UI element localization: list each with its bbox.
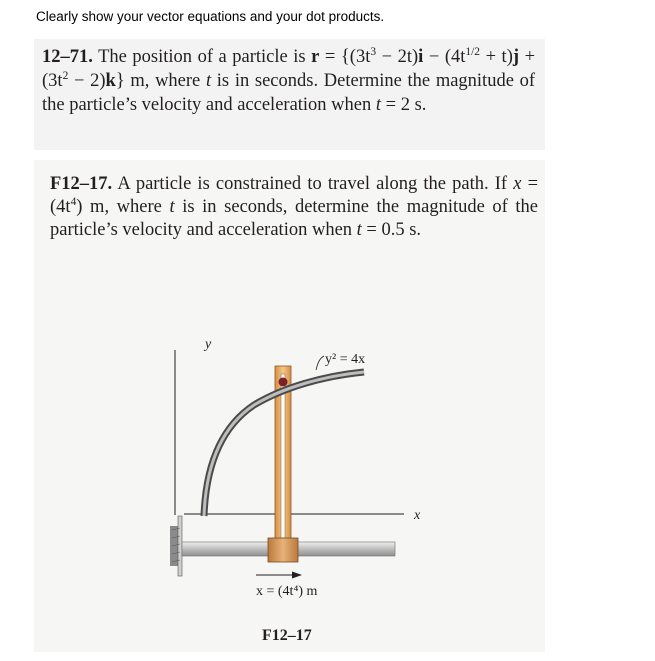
- problem-number: 12–71.: [42, 47, 93, 67]
- path-equation-label: y² = 4x: [325, 352, 366, 367]
- problem-12-71-text: 12–71. The position of a particle is $r = \{(3t^3 - 2t)i - (4t^{1/2} + t)j + (3t^2 - 2)k\}$ m, where t is in seconds. Determine the magnitude of the particle’s velocity and acceleration when t = 2 s.: [42, 45, 536, 115]
- particle: [279, 378, 288, 387]
- problem-number: F12–17.: [50, 174, 113, 194]
- problem-f12-17-text: F12–17. A particle is constrained to travel along the path. If $x = (4t^4)$ m, where t is in seconds, determine the magnitude of the particle’s velocity and acceleration when t = 0.5 s.: [50, 174, 539, 240]
- path-label-leader: [316, 356, 324, 370]
- position-vector: r: [311, 47, 320, 67]
- motion-equation-label: x = (4t⁴) m: [256, 584, 318, 599]
- wall-bracket: [170, 516, 182, 576]
- particle-path-figure: [34, 270, 545, 650]
- y-axis-label: y: [205, 337, 212, 352]
- figure-caption: F12–17: [262, 627, 312, 644]
- motion-arrowhead: [292, 572, 302, 579]
- slider-block: [268, 538, 298, 562]
- x-axis-label: x: [414, 508, 421, 523]
- instruction-text: Clearly show your vector equations and your dot products.: [36, 9, 385, 24]
